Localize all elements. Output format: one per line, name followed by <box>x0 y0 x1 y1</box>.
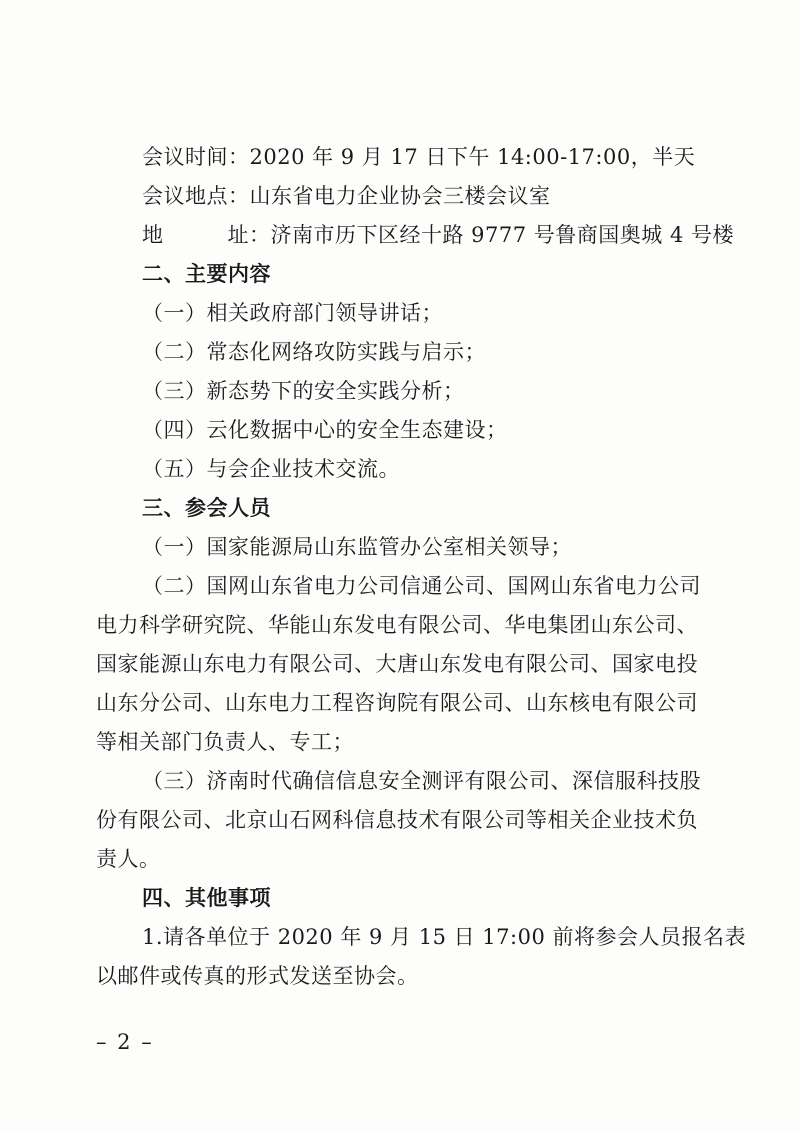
attendee-item-3-line: 份有限公司、北京山石网科信息技术有限公司等相关企业技术负 <box>96 808 698 832</box>
content-item: （五）与会企业技术交流。 <box>142 457 400 481</box>
attendee-item-2-line: 等相关部门负责人、专工； <box>96 730 354 754</box>
other-item-1-line: 以邮件或传真的形式发送至协会。 <box>96 964 419 988</box>
meeting-venue: 会议地点：山东省电力企业协会三楼会议室 <box>142 184 551 208</box>
content-item: （三）新态势下的安全实践分析； <box>142 379 465 403</box>
address-value: 济南市历下区经十路 9777 号鲁商国奥城 4 号楼 <box>270 223 735 247</box>
attendee-item-2-line: （二）国网山东省电力公司信通公司、国网山东省电力公司 <box>142 574 701 598</box>
attendee-item-3-line: 责人。 <box>96 847 161 871</box>
attendee-item-1: （一）国家能源局山东监管办公室相关领导； <box>142 535 572 559</box>
content-item: （四）云化数据中心的安全生态建设； <box>142 418 508 442</box>
other-item-1-line: 1.请各单位于 2020 年 9 月 15 日 17:00 前将参会人员报名表 <box>142 925 746 949</box>
content-item: （一）相关政府部门领导讲话； <box>142 301 443 325</box>
section-heading-main-content: 二、主要内容 <box>142 262 271 286</box>
section-heading-other-matters: 四、其他事项 <box>142 886 271 910</box>
attendee-item-2-line: 国家能源山东电力有限公司、大唐山东发电有限公司、国家电投 <box>96 652 698 676</box>
meeting-address <box>142 225 742 246</box>
meeting-time: 会议时间：2020 年 9 月 17 日下午 14:00-17:00，半天 <box>142 145 696 169</box>
content-item: （二）常态化网络攻防实践与启示； <box>142 340 486 364</box>
attendee-item-3-line: （三）济南时代确信信息安全测评有限公司、深信服科技股 <box>142 769 701 793</box>
attendee-item-2-line: 电力科学研究院、华能山东发电有限公司、华电集团山东公司、 <box>96 613 698 637</box>
page-number: – 2 – <box>96 1030 154 1054</box>
section-heading-attendees: 三、参会人员 <box>142 496 271 520</box>
address-label-char-2: 址： <box>227 223 271 247</box>
attendee-item-2-line: 山东分公司、山东电力工程咨询院有限公司、山东核电有限公司 <box>96 691 698 715</box>
address-label-char-1: 地 <box>142 223 164 247</box>
